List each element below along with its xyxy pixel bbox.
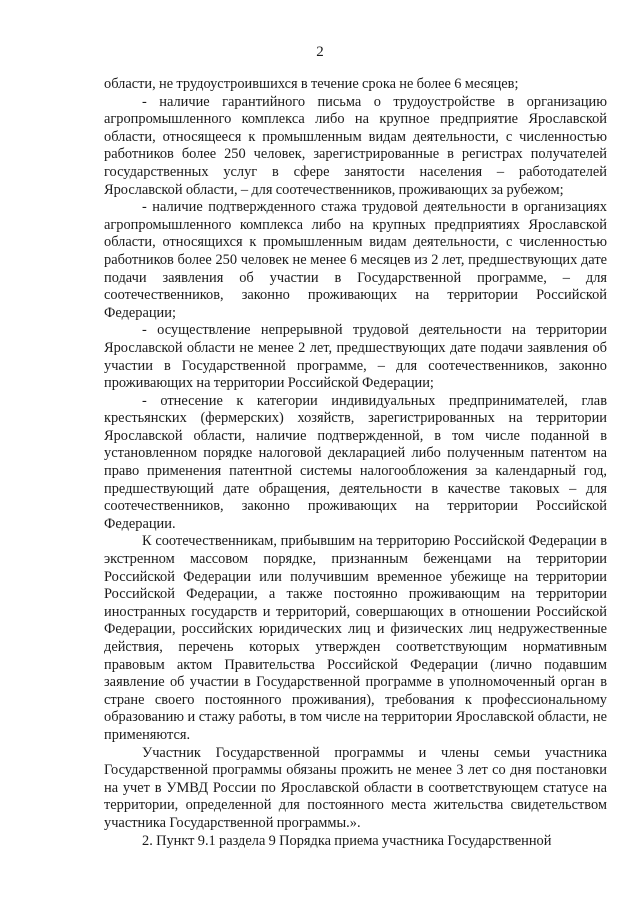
paragraph: Участник Государственной программы и члены семьи участника Государственной программы обязаны прожить не менее 3 лет со дня постановки на учет в УМВД России по Ярославской области в соответствующем статусе на территории, определенной для постоянного места жительства свидетельством участника Государственной программы.». bbox=[104, 744, 607, 831]
paragraph: - наличие гарантийного письма о трудоустройстве в организацию агропромышленного комплекса либо на крупное предприятие Ярославской области, относящееся к промышленным видам деятельности, с численностью работников более 250 человек, зарегистрированные в регистрах получателей государственных услуг в сфере занятости населения – работодателей Ярославской области, – для соотечественников, проживающих за рубежом; bbox=[104, 93, 607, 198]
paragraph: - осуществление непрерывной трудовой деятельности на территории Ярославской области не менее 2 лет, предшествующих дате подачи заявления об участии в Государственной программе, – для соотечественников, законно проживающих на территории Российской Федерации; bbox=[104, 322, 607, 392]
document-body bbox=[104, 76, 607, 850]
paragraph: - отнесение к категории индивидуальных предпринимателей, глав крестьянских (фермерских) хозяйств, зарегистрированных на территории Ярославской области, наличие подтвержденной, в том числе поданной в установленном порядке налоговой декларацией либо полученным патентом на право применения патентной системы налогообложения за календарный год, предшествующий дате обращения, деятельности в качестве таковых – для соотечественников, законно проживающих на территории Российской Федерации. bbox=[104, 392, 607, 532]
page-number: 2 bbox=[316, 44, 324, 60]
paragraph: 2. Пункт 9.1 раздела 9 Порядка приема участника Государственной bbox=[142, 832, 552, 849]
paragraph: - наличие подтвержденного стажа трудовой деятельности в организациях агропромышленного комплекса либо на крупных предприятиях Ярославской области, относящихся к промышленным видам деятельности, с численностью работников более 250 человек не менее 6 месяцев из 2 лет, предшествующих дате подачи заявления об участии в Государственной программе, – для соотечественников, законно проживающих на территории Российской Федерации; bbox=[104, 199, 607, 321]
paragraph: К соотечественникам, прибывшим на территорию Российской Федерации в экстренном массовом порядке, признанным беженцами на территории Российской Федерации или получившим временное убежище на территории Российской Федерации, а также постоянно проживающим на территории иностранных государств и территорий, совершающих в отношении Российской Федерации, российских юридических лиц и физических лиц недружественные действия, перечень которых утвержден соответствующим нормативным правовым актом Правительства Российской Федерации (лично подавшим заявление об участии в Государственной программе в уполномоченный орган в стране своего постоянного проживания), требования к профессиональному образованию и стажу работы, в том числе на территории Ярославской области, не применяются. bbox=[104, 533, 607, 743]
paragraph: области, не трудоустроившихся в течение срока не более 6 месяцев; bbox=[104, 76, 519, 92]
